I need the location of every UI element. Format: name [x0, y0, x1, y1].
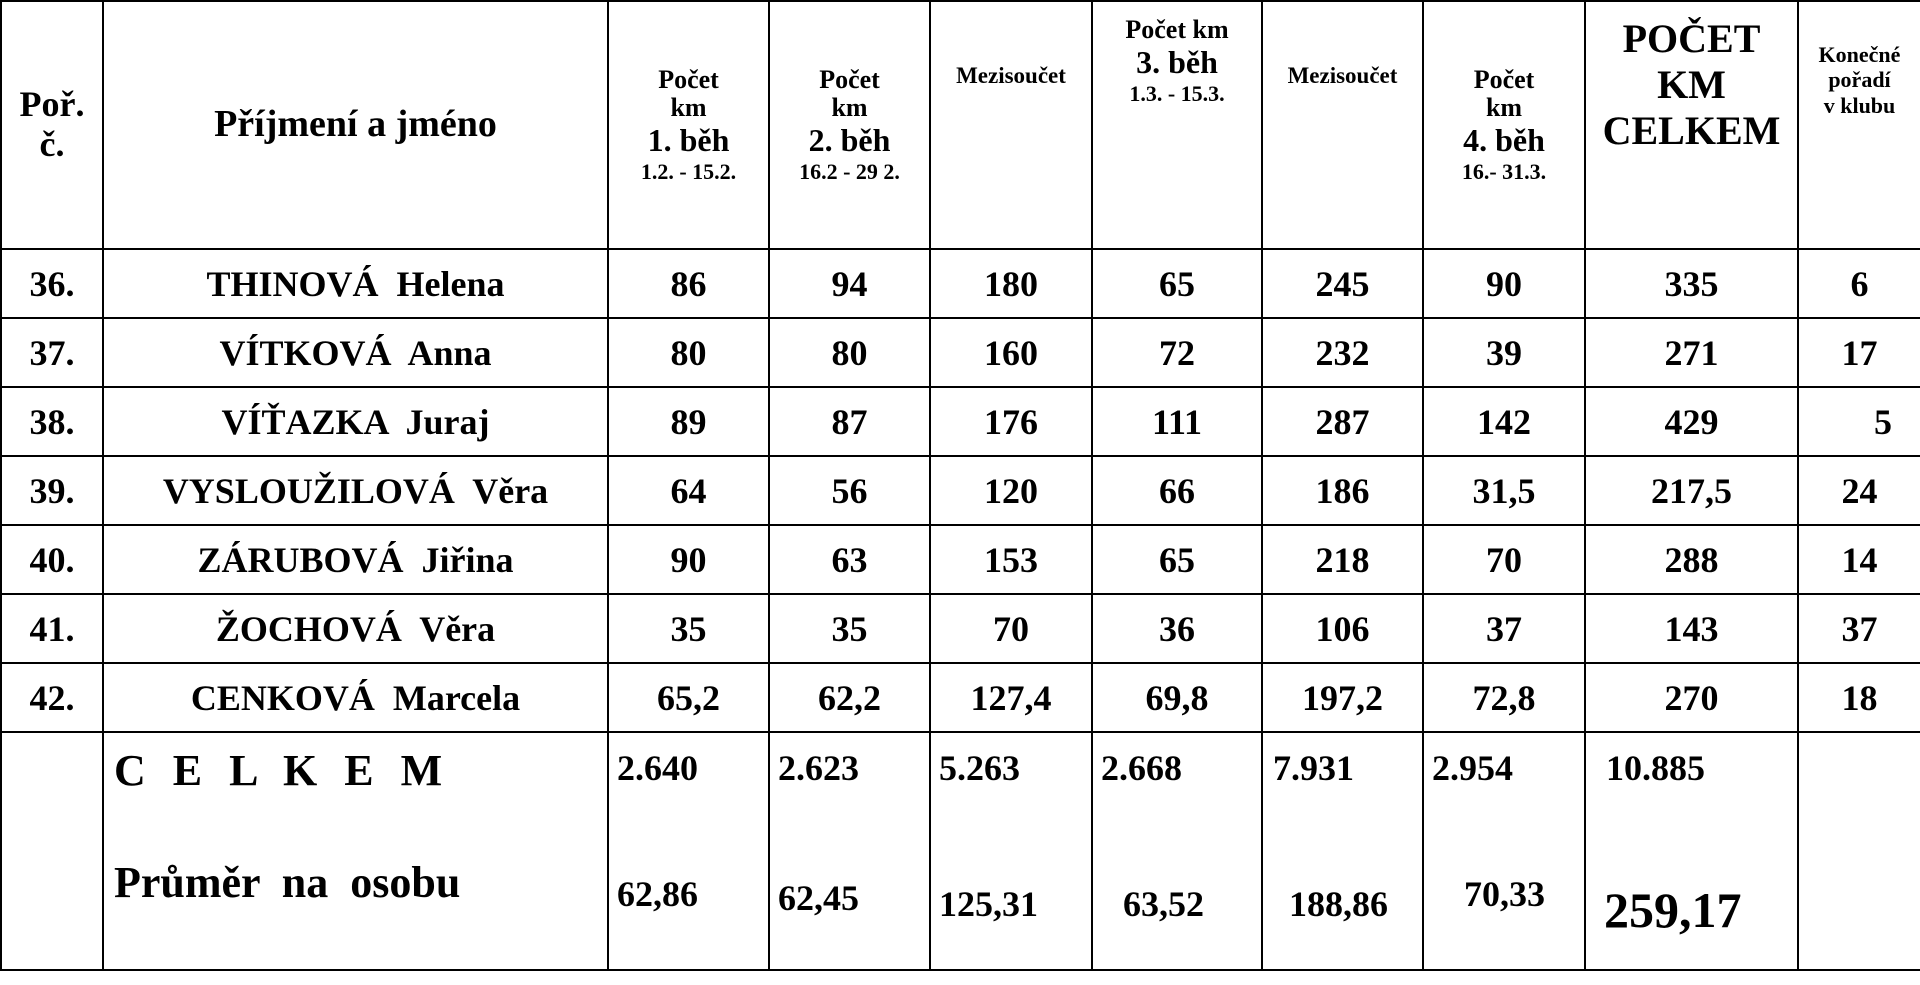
header-run1-range: 1.2. - 15.2.	[640, 159, 737, 185]
table-row	[1, 249, 1920, 318]
header-total	[1585, 1, 1798, 249]
header-rank-line2: pořadí	[1828, 67, 1891, 93]
row-run2: 56	[769, 456, 930, 525]
row-run3: 66	[1092, 456, 1262, 525]
header-run2-range: 16.2 - 29 2.	[799, 159, 900, 185]
table-row	[1, 525, 1920, 594]
row-name: THINOVÁ Helena	[103, 249, 608, 318]
summary-run2	[769, 732, 930, 970]
row-rank: 6	[1798, 249, 1920, 318]
total-run2: 2.623	[778, 748, 859, 788]
row-name: ZÁRUBOVÁ Jiřina	[103, 525, 608, 594]
total-subtotal2: 7.931	[1273, 748, 1354, 788]
summary-number-empty	[1, 732, 103, 970]
average-run2: 62,45	[778, 878, 859, 918]
average-run1: 62,86	[617, 874, 698, 914]
row-subtotal2: 186	[1262, 456, 1423, 525]
row-run4: 70	[1423, 525, 1585, 594]
summary-run1	[608, 732, 769, 970]
row-name: VÍTKOVÁ Anna	[103, 318, 608, 387]
row-name: VÍŤAZKA Juraj	[103, 387, 608, 456]
row-run4: 39	[1423, 318, 1585, 387]
header-por	[1, 1, 103, 249]
row-total: 429	[1585, 387, 1798, 456]
summary-run4	[1423, 732, 1585, 970]
header-run1	[608, 1, 769, 249]
average-run4: 70,33	[1464, 874, 1545, 914]
row-run3: 65	[1092, 249, 1262, 318]
row-run4: 31,5	[1423, 456, 1585, 525]
row-run2: 94	[769, 249, 930, 318]
summary-rank-empty	[1798, 732, 1920, 970]
row-subtotal1: 120	[930, 456, 1092, 525]
header-run2-top: Počet	[819, 64, 880, 94]
row-run4: 90	[1423, 249, 1585, 318]
row-total: 271	[1585, 318, 1798, 387]
summary-run3	[1092, 732, 1262, 970]
row-run2: 35	[769, 594, 930, 663]
row-subtotal2: 197,2	[1262, 663, 1423, 732]
header-rank-line1: Konečné	[1818, 42, 1901, 67]
row-run3: 65	[1092, 525, 1262, 594]
header-run2-big: 2. běh	[808, 121, 891, 158]
row-run1: 35	[608, 594, 769, 663]
header-run1-top: Počet	[658, 64, 719, 94]
row-number: 39.	[1, 456, 103, 525]
header-run4-big: 4. běh	[1463, 121, 1545, 158]
header-por-line2: č.	[39, 124, 65, 164]
row-run1: 90	[608, 525, 769, 594]
row-name: VYSLOUŽILOVÁ Věra	[103, 456, 608, 525]
row-number: 40.	[1, 525, 103, 594]
summary-subtotal2	[1262, 732, 1423, 970]
header-name-label: Příjmení a jméno	[214, 103, 497, 146]
header-rank	[1798, 1, 1920, 249]
total-run4: 2.954	[1432, 748, 1513, 788]
header-total-line3: CELKEM	[1602, 108, 1781, 153]
header-run3-range: 1.3. - 15.3.	[1129, 80, 1225, 106]
table-row	[1, 594, 1920, 663]
table-row	[1, 387, 1920, 456]
total-total: 10.885	[1606, 748, 1705, 788]
row-run1: 89	[608, 387, 769, 456]
summary-subtotal1	[930, 732, 1092, 970]
row-subtotal1: 127,4	[930, 663, 1092, 732]
row-run2: 80	[769, 318, 930, 387]
header-run2	[769, 1, 930, 249]
row-run4: 142	[1423, 387, 1585, 456]
row-run2: 63	[769, 525, 930, 594]
row-total: 288	[1585, 525, 1798, 594]
header-subtotal1-label: Mezisoučet	[956, 63, 1066, 88]
row-subtotal1: 153	[930, 525, 1092, 594]
header-run4-mid: km	[1485, 93, 1523, 123]
prumer-label: Průměr na osobu	[114, 858, 461, 907]
row-run3: 36	[1092, 594, 1262, 663]
row-number: 41.	[1, 594, 103, 663]
row-rank: 18	[1798, 663, 1920, 732]
row-run3: 111	[1092, 387, 1262, 456]
header-subtotal2	[1262, 1, 1423, 249]
header-run1-mid: km	[670, 93, 707, 123]
header-rank-line3: v klubu	[1823, 92, 1896, 118]
row-number: 36.	[1, 249, 103, 318]
row-run3: 72	[1092, 318, 1262, 387]
row-number: 38.	[1, 387, 103, 456]
average-subtotal2: 188,86	[1289, 884, 1388, 924]
row-run4: 72,8	[1423, 663, 1585, 732]
table-row	[1, 663, 1920, 732]
row-subtotal2: 245	[1262, 249, 1423, 318]
average-total: 259,17	[1604, 882, 1742, 938]
row-total: 270	[1585, 663, 1798, 732]
row-total: 335	[1585, 249, 1798, 318]
row-rank: 14	[1798, 525, 1920, 594]
row-total: 143	[1585, 594, 1798, 663]
header-run3-big: 3. běh	[1136, 43, 1218, 80]
row-number: 37.	[1, 318, 103, 387]
row-subtotal2: 218	[1262, 525, 1423, 594]
header-run1-big: 1. běh	[647, 121, 730, 158]
header-run4-range: 16.- 31.3.	[1461, 159, 1547, 185]
summary-total	[1585, 732, 1798, 970]
table-row	[1, 456, 1920, 525]
row-rank: 17	[1798, 318, 1920, 387]
row-subtotal1: 160	[930, 318, 1092, 387]
row-run2: 87	[769, 387, 930, 456]
header-run3	[1092, 1, 1262, 249]
total-run3: 2.668	[1101, 748, 1182, 788]
row-run1: 80	[608, 318, 769, 387]
table-row	[1, 318, 1920, 387]
total-run1: 2.640	[617, 748, 698, 788]
summary-labels	[103, 732, 608, 970]
row-number: 42.	[1, 663, 103, 732]
row-run1: 65,2	[608, 663, 769, 732]
header-run4-top: Počet	[1473, 64, 1535, 94]
row-subtotal1: 70	[930, 594, 1092, 663]
header-run4	[1423, 1, 1585, 249]
row-run4: 37	[1423, 594, 1585, 663]
total-subtotal1: 5.263	[939, 748, 1020, 788]
header-row	[1, 1, 1920, 249]
header-run3-top: Počet km	[1125, 15, 1229, 44]
header-subtotal1	[930, 1, 1092, 249]
average-subtotal1: 125,31	[939, 884, 1038, 924]
row-subtotal1: 180	[930, 249, 1092, 318]
row-run2: 62,2	[769, 663, 930, 732]
header-name	[103, 1, 608, 249]
header-subtotal2-label: Mezisoučet	[1287, 63, 1398, 88]
row-run3: 69,8	[1092, 663, 1262, 732]
header-por-line1: Poř.	[19, 84, 85, 125]
row-subtotal2: 106	[1262, 594, 1423, 663]
summary-row	[1, 732, 1920, 970]
row-name: ŽOCHOVÁ Věra	[103, 594, 608, 663]
row-subtotal2: 287	[1262, 387, 1423, 456]
row-rank: 24	[1798, 456, 1920, 525]
header-total-line2: KM	[1657, 62, 1726, 107]
row-rank: 37	[1798, 594, 1920, 663]
row-subtotal1: 176	[930, 387, 1092, 456]
row-subtotal2: 232	[1262, 318, 1423, 387]
header-total-line1: POČET	[1622, 16, 1761, 61]
row-rank: 5	[1798, 387, 1920, 456]
average-run3: 63,52	[1123, 884, 1204, 924]
row-total: 217,5	[1585, 456, 1798, 525]
header-run2-mid: km	[831, 93, 868, 123]
celkem-label: C E L K E M	[114, 746, 451, 795]
row-run1: 86	[608, 249, 769, 318]
row-name: CENKOVÁ Marcela	[103, 663, 608, 732]
row-run1: 64	[608, 456, 769, 525]
